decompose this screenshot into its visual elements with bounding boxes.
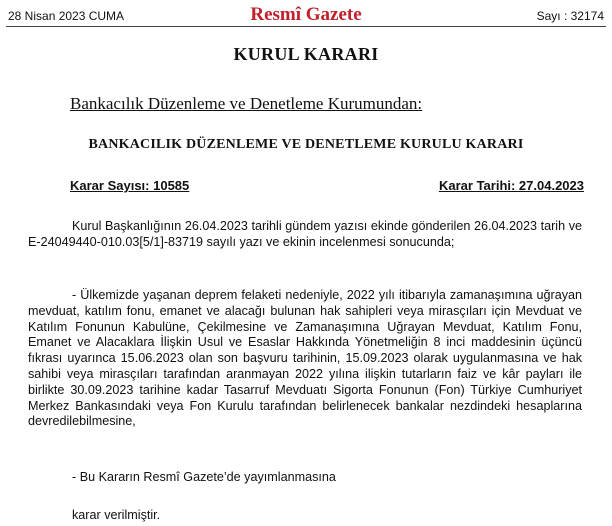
issue-number: Sayı : 32174: [536, 9, 604, 23]
issuer-institution: Bankacılık Düzenleme ve Denetleme Kurumundan:: [70, 94, 423, 113]
decision-number: Karar Sayısı: 10585: [70, 178, 190, 193]
gazette-header: [6, 4, 606, 27]
gazette-title: Resmî Gazete: [250, 4, 362, 25]
paragraph-decision: - Ülkemizde yaşanan deprem felaketi nedeniyle, 2022 yılı itibarıyla zamanaşımına uğrayan mevduat, katılım fonu, emanet ve alacağı bulunan hak sahipleri veya mirasçıları için Mevduat ve Katılım Fonunun Kabulüne, Çekilmesine ve Zamanaşımına Uğrayan Mevduat, Katılım Fonu, Emanet ve Alacaklara İlişkin Usul ve Esaslar Hakkında Yönetmeliğin 8 inci maddesinin üçüncü fıkrası uyarınca 15.06.2023 olan son başvuru tarihinin, 15.09.2023 olarak uygulanmasına ve hak sahibi veya mirasçıları tarafından aranmayan 2022 yılına ilişkin tutarların faiz ve kâr payları ile birlikte 30.09.2023 tarihine kadar Tasarruf Mevduatı Sigorta Fonunun (Fon) Türkiye Cumhuriyet Merkez Bankasındaki veya Fon Kurulu tarafından belirlenecek bankalar nezdindeki hesaplarına devredilebilmesine,: [28, 288, 582, 429]
issue-date: 28 Nisan 2023 CUMA: [8, 9, 125, 23]
decision-title: BANKACILIK DÜZENLEME VE DENETLEME KURULU KARARI: [88, 137, 524, 152]
section-heading: KURUL KARARI: [233, 44, 379, 64]
paragraph-intro: Kurul Başkanlığının 26.04.2023 tarihli gündem yazısı ekinde gönderilen 26.04.2023 tarih ve E-24049440-010.03[5/1]-83719 sayılı yazı ve ekinin incelenmesi sonucunda;: [28, 219, 582, 249]
decision-date: Karar Tarihi: 27.04.2023: [438, 178, 584, 193]
paragraph-closing: karar verilmiştir.: [72, 508, 161, 522]
paragraph-publication: - Bu Kararın Resmî Gazete’de yayımlanmasına: [72, 470, 336, 484]
